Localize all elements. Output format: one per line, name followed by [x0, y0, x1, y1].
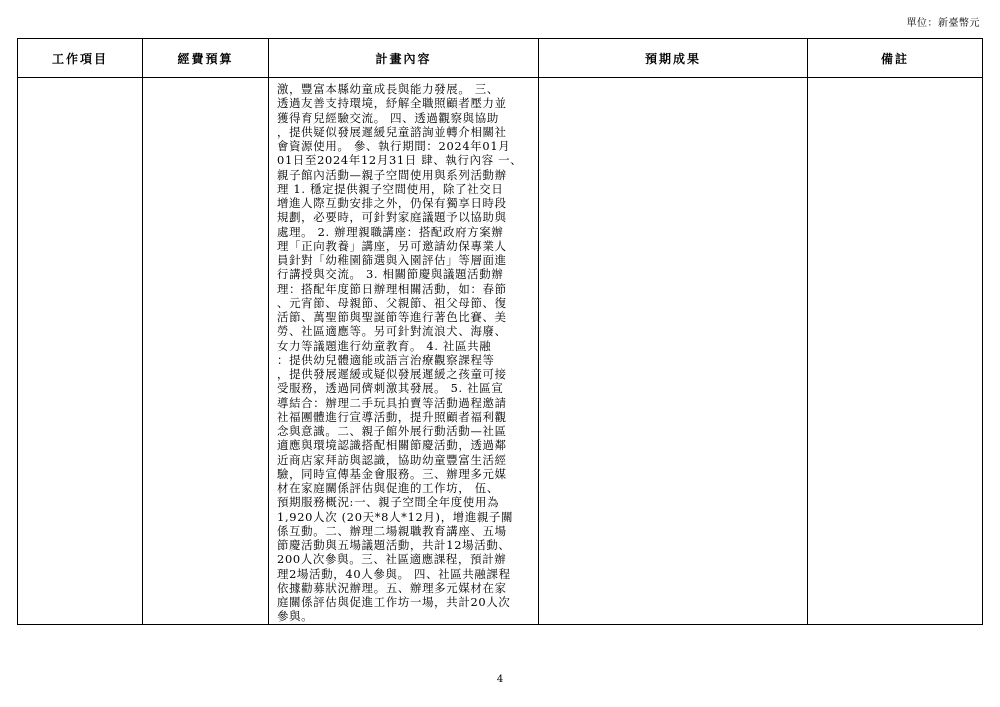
header-remarks: 備註 [808, 39, 983, 78]
header-work-item: 工作項目 [18, 39, 143, 78]
page-number: 4 [496, 674, 504, 685]
header-expected-results: 預期成果 [539, 39, 808, 78]
cell-work-item [18, 78, 143, 625]
cell-expected-results [539, 78, 808, 625]
header-plan-content: 計畫內容 [269, 39, 539, 78]
header-row [18, 39, 983, 78]
cell-budget [143, 78, 269, 625]
cell-plan-content [269, 78, 539, 625]
header-budget: 經費預算 [143, 39, 269, 78]
budget-table [17, 38, 983, 625]
table-row [18, 78, 983, 625]
unit-note: 單位：新臺幣元 [906, 18, 980, 29]
plan-content-text: 激，豐富本縣幼童成長與能力發展。 三、 透過友善支持環境，紓解全職照顧者壓力並 獲得育兒經驗交流。 四、透過觀察與協助 ，提供疑似發展遲緩兒童諮詢並轉介相關社 會資源使用。 參、執行期間：2024年01月 01日至2024年12月31日 肆、執行內容 一、 親子館內活動—親子空間使用與系列活動辦 理 1. 穩定提供親子空間使用，除了社交日 增進人際互動安排之外，仍保有獨享日時段 規劃，必要時，可針對家庭議題予以協助與 處理。 2. 辦理親職講座：搭配政府方案辦 理「正向教養」講座，另可邀請幼保專業人 員針對「幼稚園篩選與入園評估」等層面進 行講授與交流。 3. 相關節慶與議題活動辦 理：搭配年度節日辦理相關活動，如：春節 、元宵節、母親節、父親節、祖父母節、復 活節、萬聖節與聖誕節等進行著色比賽、美 勞、社區適應等。另可針對流浪犬、海廢、 女力等議題進行幼童教育。 4. 社區共融 ：提供幼兒體適能或語言治療觀察課程等 ，提供發展遲緩或疑似發展遲緩之孩童可接 受服務，透過同儕刺激其發展。 5. 社區宣 導結合：辦理二手玩具拍賣等活動過程邀請 社福團體進行宣導活動，提升照顧者福利觀 念與意識。二、親子館外展行動活動—社區 適應與環境認識搭配相關節慶活動，透過鄰 近商店家拜訪與認識，協助幼童豐富生活經 驗，同時宣傳基金會服務。三、辦理多元媒 材在家庭關係評估與促進的工作坊， 伍、 預期服務概況:一、親子空間全年度使用為 1,920人次 (20天*8人*12月)，增進親子關 係互動。二、辦理二場親職教育講座、五場 節慶活動與五場議題活動，共計12場活動、 200人次參與。三、社區適應課程，預計辦 理2場活動，40人參與。 四、社區共融課程 依據勸募狀況辦理。五、辦理多元媒材在家 庭關係評估與促進工作坊一場，共計20人次 參與。 [277, 82, 523, 624]
cell-remarks [808, 78, 983, 625]
